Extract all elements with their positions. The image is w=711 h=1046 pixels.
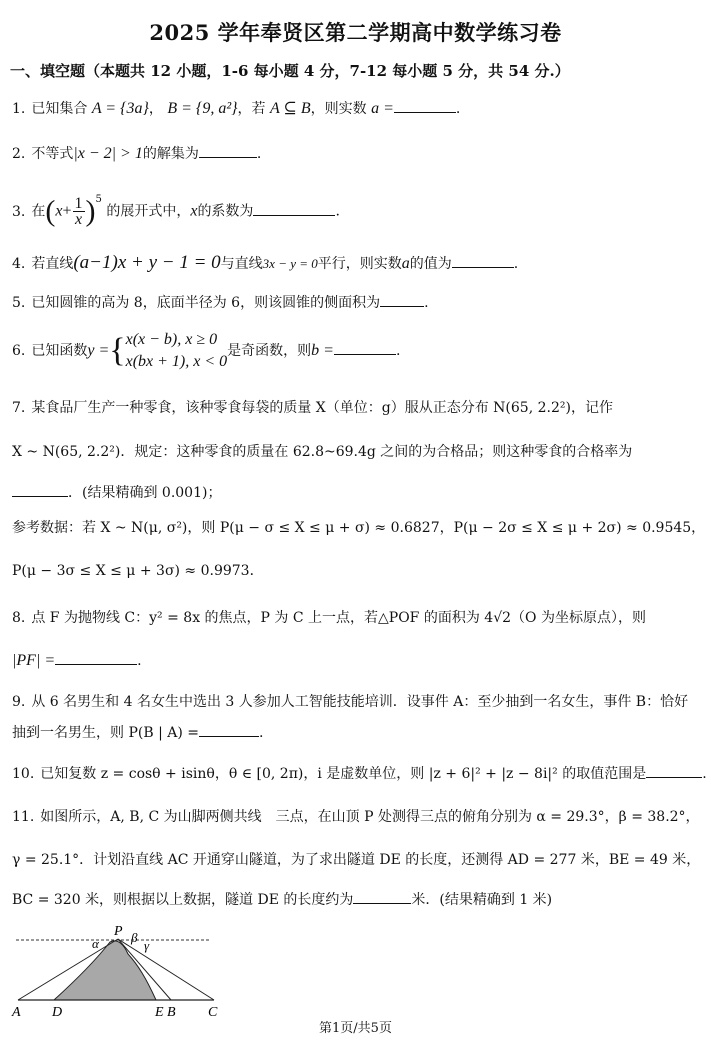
inequality: |x − 2| > 1	[73, 145, 143, 162]
label-c: C	[208, 1005, 218, 1020]
question-11	[12, 807, 702, 827]
question-8	[12, 608, 702, 628]
line-equation-2: 3x − y = 0	[262, 256, 318, 271]
q5-end: .	[424, 295, 429, 311]
q4-text: 若直线	[31, 256, 74, 272]
question-number: 1.	[12, 101, 26, 117]
label-d: D	[52, 1005, 63, 1020]
question-number: 3.	[12, 203, 26, 220]
q1-end: .	[455, 101, 461, 117]
q8-line-2: |PF| =	[12, 652, 56, 669]
q8-line-1: 点 F 为抛物线 C：y² = 8x 的焦点，P 为 C 上一点，若△POF 的面积为 4√2（O 为坐标原点），则	[31, 610, 646, 626]
question-number: 9.	[12, 694, 26, 710]
label-p: P	[114, 924, 123, 939]
page-title: 2025 学年奉贤区第二学期高中数学练习卷	[149, 20, 562, 45]
q3-var: x	[190, 202, 198, 220]
question-2	[12, 143, 702, 164]
question-10	[12, 763, 707, 784]
label-e: E	[155, 1005, 164, 1020]
q4-post2: 的值为	[409, 256, 452, 272]
q5-text: 已知圆锥的高为 8，底面半径为 6，则该圆锥的侧面积为	[31, 295, 381, 311]
q2-end: .	[256, 146, 262, 162]
answer-blank[interactable]	[394, 98, 456, 113]
question-11-line-3	[12, 889, 702, 910]
q1-text: 已知集合	[31, 101, 88, 117]
subset-condition: A ⊆ B	[269, 100, 311, 117]
fraction-denominator: x	[74, 211, 83, 229]
q4-var: a	[401, 255, 410, 272]
question-9-line-2	[12, 722, 702, 743]
q11-line-1: 如图所示，A, B, C 为山脚两侧共线 三点，在山顶 P 处测得三点的俯角分别为 α = 29.3°，β = 38.2°，	[40, 809, 700, 825]
answer-variable: a =	[371, 100, 394, 117]
label-alpha: α	[92, 936, 99, 951]
q1-mid: ，若	[237, 101, 266, 117]
question-7-line-3	[12, 482, 702, 503]
q7-line-1: 某食品厂生产一种零食，该种零食每袋的质量 X（单位：g）服从正态分布 N(65, 2.2²)，记作	[31, 400, 613, 416]
answer-blank[interactable]	[199, 143, 257, 158]
question-4	[12, 253, 702, 274]
q10-text: 已知复数 z = cosθ + isinθ，θ ∈ [0, 2π)，i 是虚数单位，则 |z + 6|² + |z − 8i|² 的取值范围是	[40, 766, 647, 782]
function-y: y =	[87, 342, 110, 359]
q6-post: 是奇函数，则	[227, 343, 312, 359]
question-number: 5.	[12, 295, 26, 311]
q9-end: .	[259, 725, 264, 741]
q10-end: .	[702, 766, 707, 782]
q4-mid: 与直线	[220, 256, 263, 272]
set-a: A = {3a}	[91, 100, 149, 117]
answer-blank[interactable]	[452, 253, 514, 268]
label-a: A	[12, 1005, 21, 1020]
question-number: 11.	[12, 809, 35, 825]
q2-post: 的解集为	[142, 146, 199, 162]
fraction-numerator: 1	[74, 195, 83, 213]
q4-post: 平行，则实数	[317, 256, 402, 272]
fraction	[73, 196, 85, 227]
plus-sign: +	[62, 202, 72, 220]
reference-data-line-2: P(μ − 3σ ≤ X ≤ μ + 3σ) ≈ 0.9973．	[12, 563, 264, 579]
set-b: B = {9, a²}	[167, 100, 238, 117]
question-5	[12, 292, 702, 313]
case-negative: x(bx + 1), x < 0	[125, 353, 228, 370]
q1-post: ，则实数	[310, 101, 367, 117]
case-nonnegative: x(x − b), x ≥ 0	[125, 331, 218, 348]
binomial-x: x	[55, 202, 63, 220]
q9-line-1: 从 6 名男生和 4 名女生中选出 3 人参加人工智能技能培训．设事件 A：至少抽到一名女生，事件 B：恰好	[31, 694, 689, 710]
question-8-line-2	[12, 650, 702, 671]
mountain-shape	[54, 941, 156, 1000]
q6-text: 已知函数	[31, 343, 88, 359]
question-number: 10.	[12, 766, 35, 782]
answer-blank[interactable]	[353, 889, 411, 904]
q6-end: .	[395, 343, 401, 359]
question-6	[12, 326, 702, 376]
exponent: 5	[95, 194, 102, 205]
q7-line-3: ．(结果精确到 0.001)；	[68, 485, 222, 501]
q8-end: .	[137, 653, 142, 669]
line-equation-1: (a−1)x + y − 1 = 0	[73, 252, 221, 273]
answer-blank[interactable]	[253, 201, 335, 216]
question-7	[12, 398, 702, 418]
q3-text: 在	[31, 203, 46, 220]
section-heading: 一、填空题（本题共 12 小题，1-6 每小题 4 分，7-12 每小题 5 分，共 54 分.）	[10, 62, 570, 80]
question-number: 4.	[12, 256, 26, 272]
answer-blank[interactable]	[334, 340, 396, 355]
q3-post: 的展开式中，	[106, 203, 191, 220]
q4-end: .	[513, 256, 519, 272]
answer-blank[interactable]	[380, 292, 424, 307]
page-footer: 第1页/共5页	[319, 1021, 392, 1036]
left-paren: (	[45, 194, 56, 228]
question-11-line-2: γ = 25.1°．计划沿直线 AC 开通穿山隧道，为了求出隧道 DE 的长度，还测得 AD = 277 米，BE = 49 米，	[12, 852, 701, 868]
answer-blank[interactable]	[199, 722, 259, 737]
answer-blank[interactable]	[12, 482, 68, 497]
label-b: B	[167, 1005, 176, 1020]
reference-data-line-1: 参考数据：若 X ~ N(μ, σ²)，则 P(μ − σ ≤ X ≤ μ + σ) ≈ 0.6827，P(μ − 2σ ≤ X ≤ μ + 2σ) ≈ 0.9545，	[12, 520, 706, 536]
question-number: 6.	[12, 343, 26, 359]
right-paren: )	[85, 194, 96, 228]
label-beta: β	[131, 930, 138, 945]
q3-post2: 的系数为	[197, 203, 254, 220]
question-7-line-2: X ~ N(65, 2.2²)．规定：这种零食的质量在 62.8~69.4g 之间的为合格品；则这种零食的合格率为	[12, 444, 633, 460]
question-9	[12, 692, 702, 712]
question-number: 8.	[12, 610, 26, 626]
answer-blank[interactable]	[55, 650, 137, 665]
mountain-tunnel-figure	[6, 920, 236, 1030]
label-gamma: γ	[144, 938, 150, 953]
question-number: 7.	[12, 400, 26, 416]
q9-line-2: 抽到一名男生，则 P(B | A) =	[12, 725, 199, 741]
left-brace: {	[109, 332, 126, 369]
question-1: 1. 已知集合 A = {3a}， B = {9, a²}，若 A ⊆ B，则实数 a = .	[12, 100, 461, 117]
question-number: 2.	[12, 146, 26, 162]
q2-text: 不等式	[31, 146, 74, 162]
question-3	[12, 186, 702, 234]
q11-line-3a: BC = 320 米，则根据以上数据，隧道 DE 的长度约为	[12, 892, 354, 908]
q11-line-3b: 米．(结果精确到 1 米)	[411, 892, 553, 908]
q6-var: b =	[311, 342, 334, 359]
piecewise-cases	[126, 329, 228, 373]
answer-blank[interactable]	[646, 763, 702, 778]
q3-end: .	[335, 203, 340, 220]
